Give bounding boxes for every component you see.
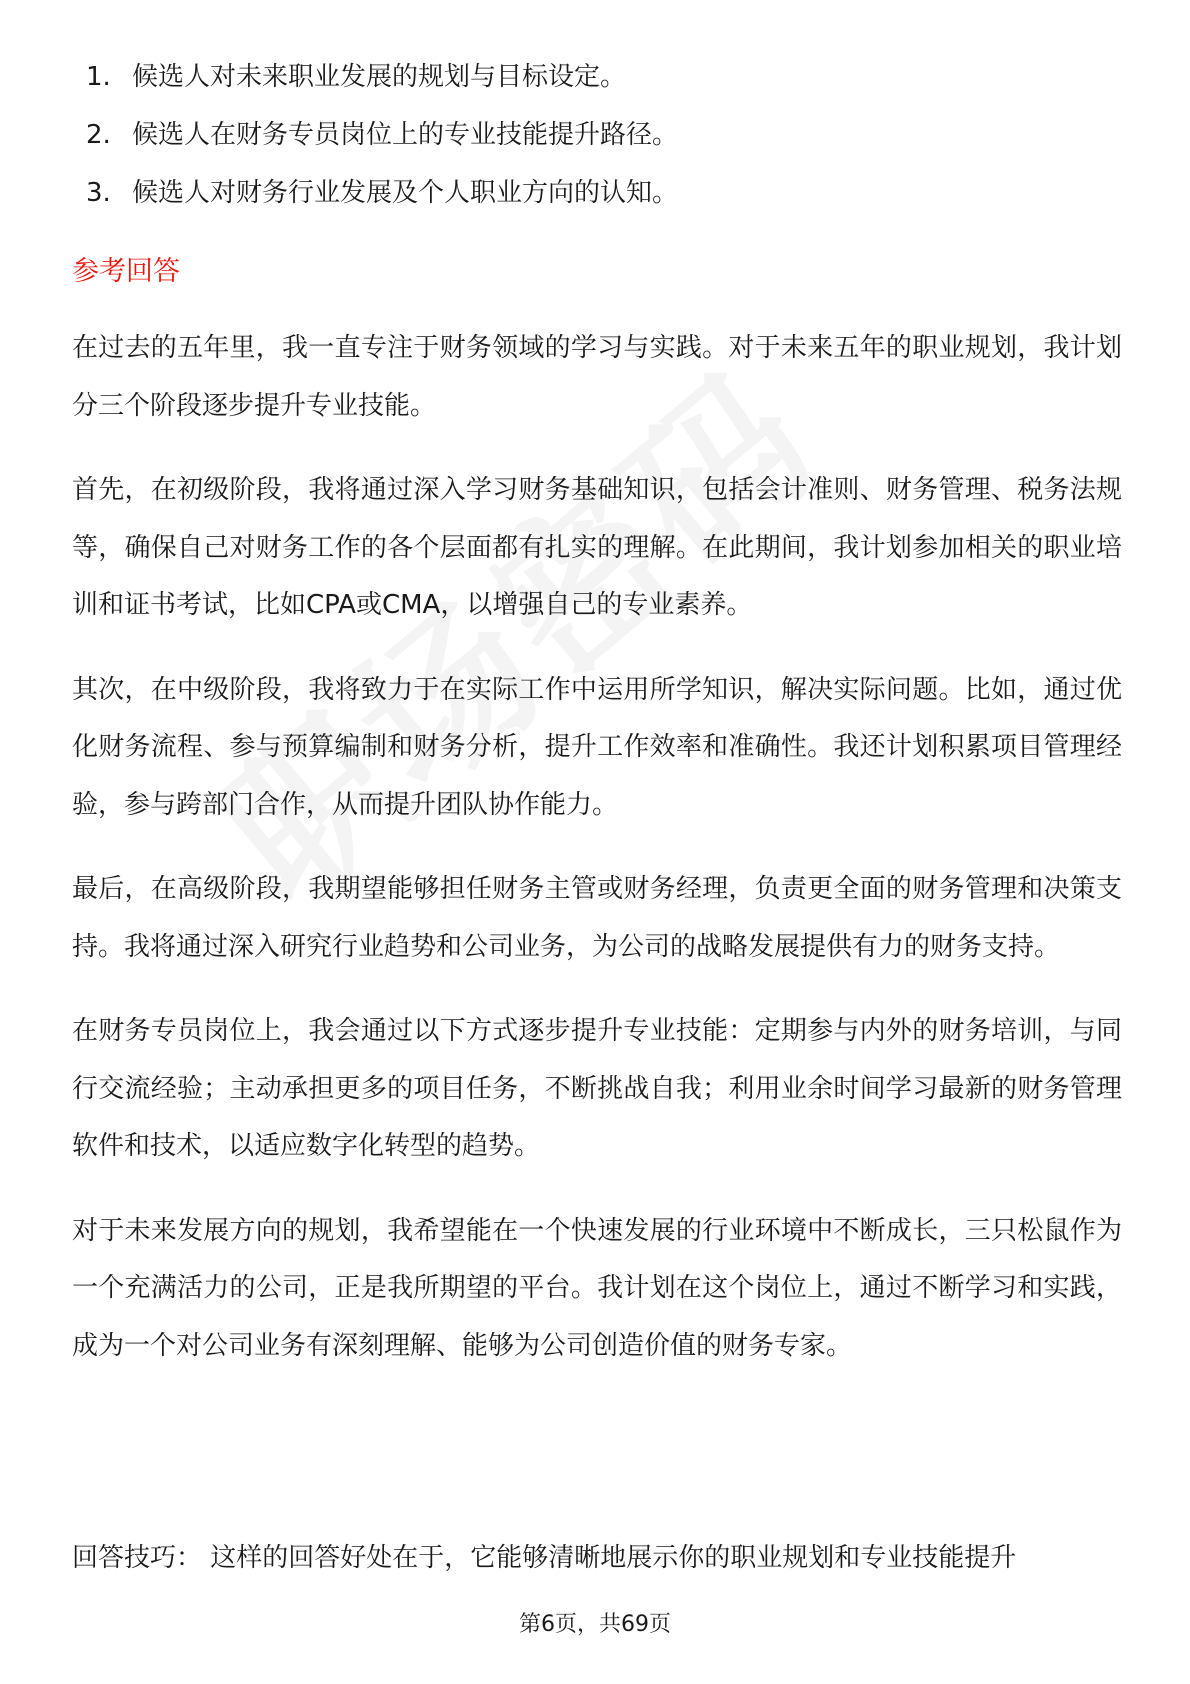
page-number-footer: 第6页，共69页 <box>519 1612 671 1637</box>
list-item-text: 候选人对未来职业发展的规划与目标设定。 <box>132 62 627 92</box>
paragraph: 最后，在高级阶段，我期望能够担任财务主管或财务经理，负责更全面的财务管理和决策支持。我将通过深入研究行业趋势和公司业务，为公司的战略发展提供有力的财务支持。 <box>72 874 1122 962</box>
list-item-text: 候选人对财务行业发展及个人职业方向的认知。 <box>132 178 679 208</box>
question-list <box>72 62 1122 236</box>
section-title: 参考回答 <box>72 256 180 287</box>
paragraph: 其次，在中级阶段，我将致力于在实际工作中运用所学知识，解决实际问题。比如，通过优化财务流程、参与预算编制和财务分析，提升工作效率和准确性。我还计划积累项目管理经验，参与跨部门合作，从而提升团队协作能力。 <box>72 674 1122 820</box>
list-item <box>72 178 1122 208</box>
list-item-number: 1. <box>86 62 111 92</box>
list-item-text: 候选人在财务专员岗位上的专业技能提升路径。 <box>132 120 679 150</box>
paragraph: 在过去的五年里，我一直专注于财务领域的学习与实践。对于未来五年的职业规划，我计划分三个阶段逐步提升专业技能。 <box>72 333 1122 421</box>
list-item <box>72 120 1122 150</box>
list-item-number: 2. <box>86 120 111 150</box>
answer-tip: 回答技巧： 这样的回答好处在于，它能够清晰地展示你的职业规划和专业技能提升 <box>72 1543 1017 1573</box>
paragraph: 对于未来发展方向的规划，我希望能在一个快速发展的行业环境中不断成长，三只松鼠作为一个充满活力的公司，正是我所期望的平台。我计划在这个岗位上，通过不断学习和实践，成为一个对公司业务有深刻理解、能够为公司创造价值的财务专家。 <box>72 1215 1122 1361</box>
list-item-number: 3. <box>86 178 111 208</box>
list-item <box>72 62 1122 92</box>
paragraph: 在财务专员岗位上，我会通过以下方式逐步提升专业技能：定期参与内外的财务培训，与同行交流经验；主动承担更多的项目任务，不断挑战自我；利用业余时间学习最新的财务管理软件和技术，以适应数字化转型的趋势。 <box>72 1016 1122 1161</box>
answer-body <box>72 320 1122 1402</box>
paragraph: 首先，在初级阶段，我将通过深入学习财务基础知识，包括会计准则、财务管理、税务法规等，确保自己对财务工作的各个层面都有扎实的理解。在此期间，我计划参加相关的职业培训和证书考试，比如CPA或CMA，以增强自己的专业素养。 <box>72 475 1122 620</box>
